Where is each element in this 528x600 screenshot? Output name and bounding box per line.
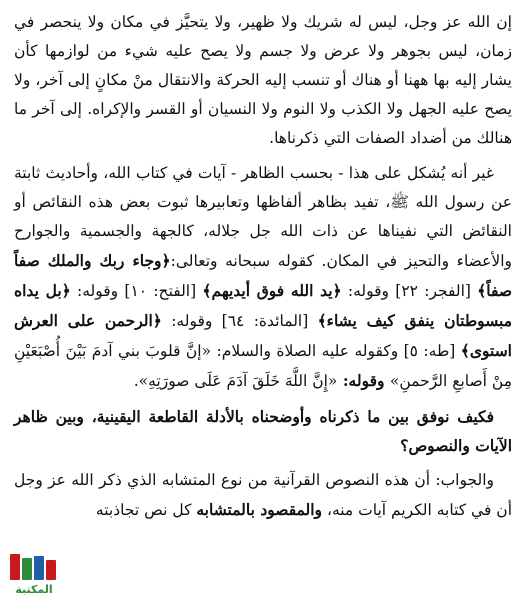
- verse-segment: ﴿الرحمن على العرش استوى﴾: [14, 311, 512, 360]
- verse-segment: ﴿وجاء ربك والملك صفاً صفاً﴾: [14, 251, 513, 300]
- verse-segment: [الفجر: ٢٢] وقوله:: [341, 282, 478, 300]
- answer-tail: كل نص تجاذبته: [95, 501, 197, 519]
- verse-segment: ﴿بل يداه مبسوطتان ينفق كيف يشاء﴾: [14, 281, 512, 330]
- verse-segment: [المائدة: ٦٤] وقوله:: [161, 312, 318, 330]
- library-watermark: [2, 550, 66, 596]
- document-body: [14, 8, 512, 531]
- verse-segment: [الفتح: ١٠] وقوله:: [70, 282, 203, 300]
- watermark-label: المكتبة: [15, 583, 53, 596]
- verse-segment: .: [133, 372, 139, 390]
- paragraph-1: إن الله عز وجل، ليس له شريك ولا ظهير، ولا يتحيَّز في مكان ولا ينحصر في زمان، ليس بجوهر ولا عرض ولا جسم ولا يصح عليه شيء من لوازمها كأن يشار إليه بها ههنا أو هناك أو تنسب إليه الحركة والانتقال منْ مكانٍ إلى آخر، ولا يصح عليه الجهل ولا الكذب ولا النوم ولا النسيان أو القسر والإكراه. إلى آخر ما هنالك من أضداد الصفات التي ذكرناها.: [14, 13, 512, 147]
- verse-segment: «إِنَّ اللَّهَ خَلَقَ آدَمَ عَلَى صورَتِهِ»: [138, 372, 338, 390]
- verses-block: [14, 252, 512, 390]
- verse-segment: ﴿يد الله فوق أيديهم﴾: [202, 281, 342, 300]
- verse-segment: وقوله:: [337, 371, 390, 390]
- answer-bold: والمقصود بالمتشابه: [196, 500, 323, 519]
- answer-lead: والجواب: أن هذه النصوص القرآنية من نوع المتشابه الذي ذكر الله عز وجل أن في كتابه الكريم آيات منه،: [14, 471, 512, 519]
- question-paragraph: فكيف نوفق بين ما ذكرناه وأوضحناه بالأدلة القاطعة اليقينية، وبين ظاهر الآيات والنصوص؟: [14, 407, 512, 455]
- answer-paragraph: [14, 466, 512, 525]
- verse-segment: [طه: ٥] وكقوله عليه الصلاة والسلام:: [211, 342, 461, 360]
- book-stack-icon: [2, 550, 66, 596]
- paragraph-2-text: غير أنه يُشكل على هذا - بحسب الظاهر - آيات في كتاب الله، وأحاديث ثابتة عن رسول الله ﷺ، تفيد بظاهر ألفاظها وتعابيرها ثبوت بعض هذه النقائص أو النقائض التي نفيناها عن ذات الله جل جلاله، كالجهة والجسمية والجوارح والأعضاء والتحيز في المكان. كقوله سبحانه وتعالى:: [14, 164, 513, 270]
- paragraph-2: [14, 159, 512, 396]
- verse-segment: «إنَّ قلوبَ بني آدمَ بَيْنَ أُصْبَعَيْنِ مِنْ أَصابعِ الرَّحمنِ»: [14, 342, 512, 390]
